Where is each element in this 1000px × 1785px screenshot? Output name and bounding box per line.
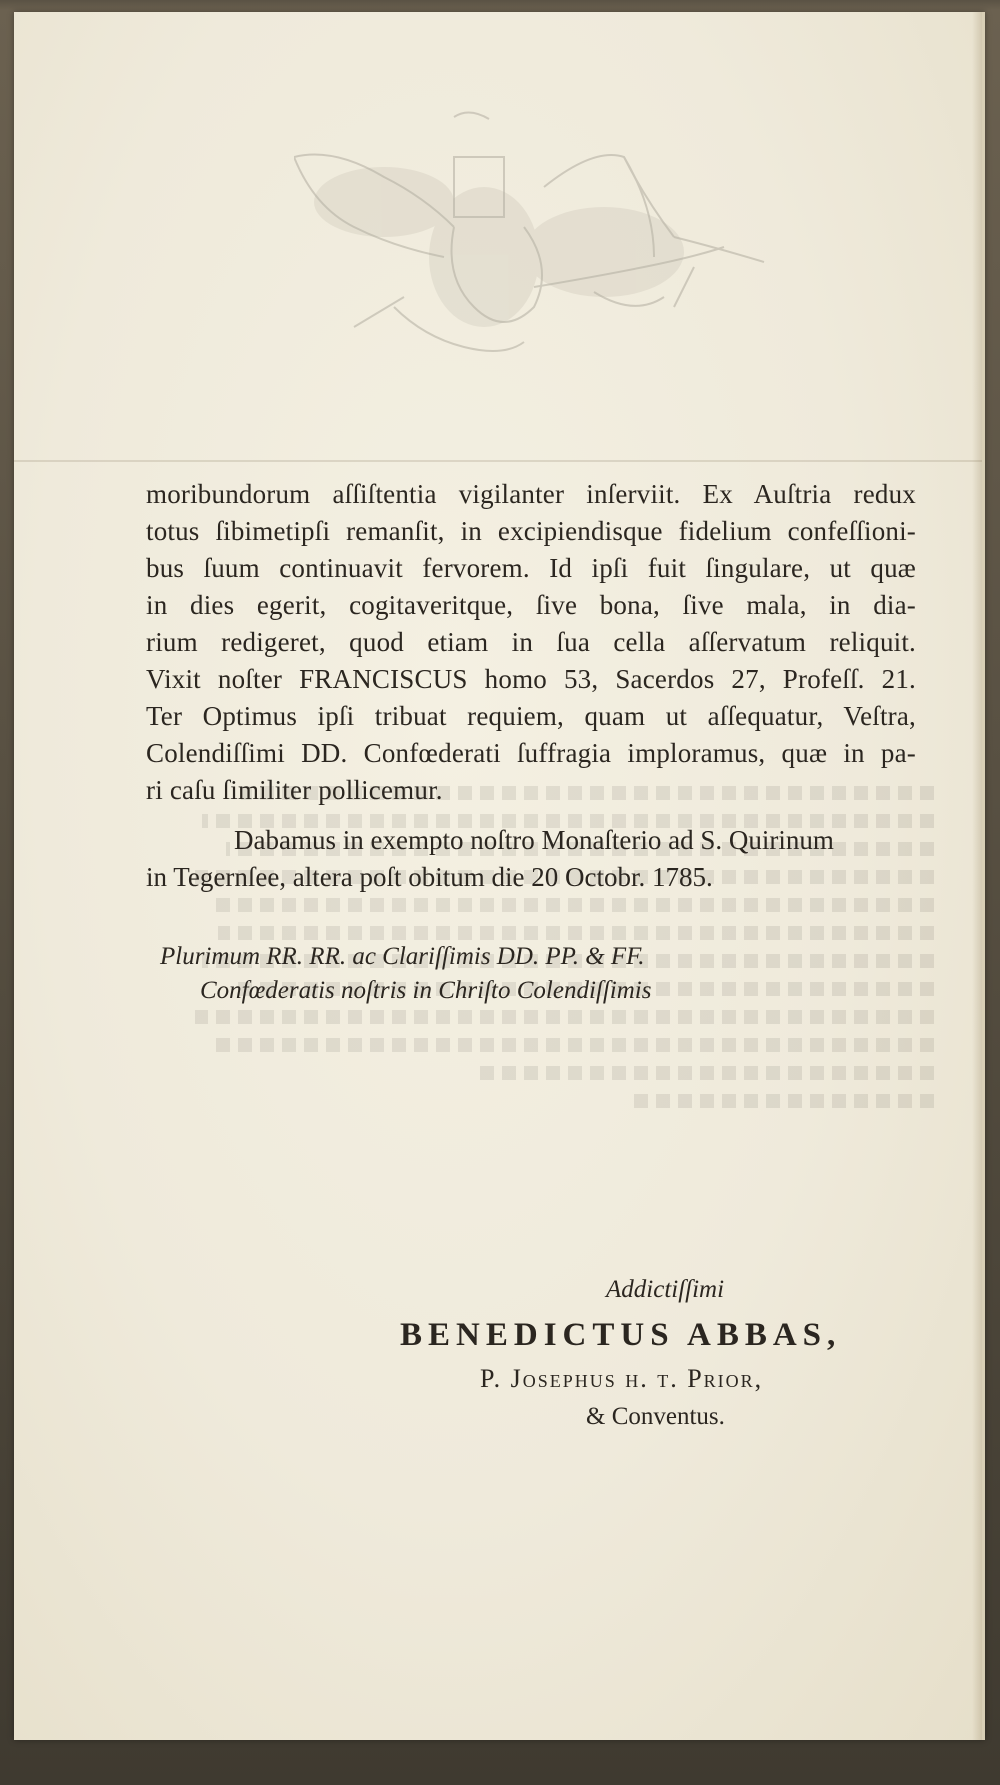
paper-edge-stain (972, 12, 982, 1740)
signature-abbot: BENEDICTUS ABBAS, (400, 1317, 842, 1353)
signature-convent: & Conventus. (586, 1403, 725, 1430)
body-line: moribundorum aſſiſtentia vigilanter inſerviit. Ex Auſtria redux (146, 479, 916, 509)
body-line: Vixit noſter FRANCISCUS homo 53, Sacerdos 27, Profeſſ. 21. (146, 664, 916, 694)
address-salutation (160, 940, 651, 1008)
dating-line: Dabamus in exempto noſtro Monaſterio ad S. Quirinum (234, 825, 834, 855)
address-line: Confœderatis noſtris in Chriſto Colendiſſimis (200, 977, 652, 1004)
signature-closing: Addictiſſimi (606, 1276, 725, 1303)
body-line: in dies egerit, cogitaveritque, ſive bona, ſive mala, in dia- (146, 590, 916, 620)
body-paragraph (146, 476, 916, 809)
body-line: ri caſu ſimiliter pollicemur. (146, 775, 443, 805)
body-line: bus ſuum continuavit fervorem. Id ipſi fuit ſingulare, ut quæ (146, 553, 916, 583)
eagle-watermark-icon (294, 107, 794, 387)
signature-prior: P. Josephus h. t. Prior, (480, 1364, 764, 1393)
address-line: Plurimum RR. RR. ac Clariſſimis DD. PP. & FF. (160, 943, 645, 970)
dating-clause (146, 822, 916, 896)
signature-block (400, 1270, 920, 1436)
body-line: rium redigeret, quod etiam in ſua cella aſſervatum reliquit. (146, 627, 916, 657)
dating-line: in Tegernſee, altera poſt obitum die 20 Octobr. 1785. (146, 862, 713, 892)
body-line: Ter Optimus ipſi tribuat requiem, quam ut aſſequatur, Veſtra, (146, 701, 916, 731)
body-line: totus ſibimetipſi remanſit, in excipiendisque fidelium confeſſioni- (146, 516, 916, 546)
body-line: Colendiſſimi DD. Confœderati ſuffragia imploramus, quæ in pa- (146, 738, 916, 768)
